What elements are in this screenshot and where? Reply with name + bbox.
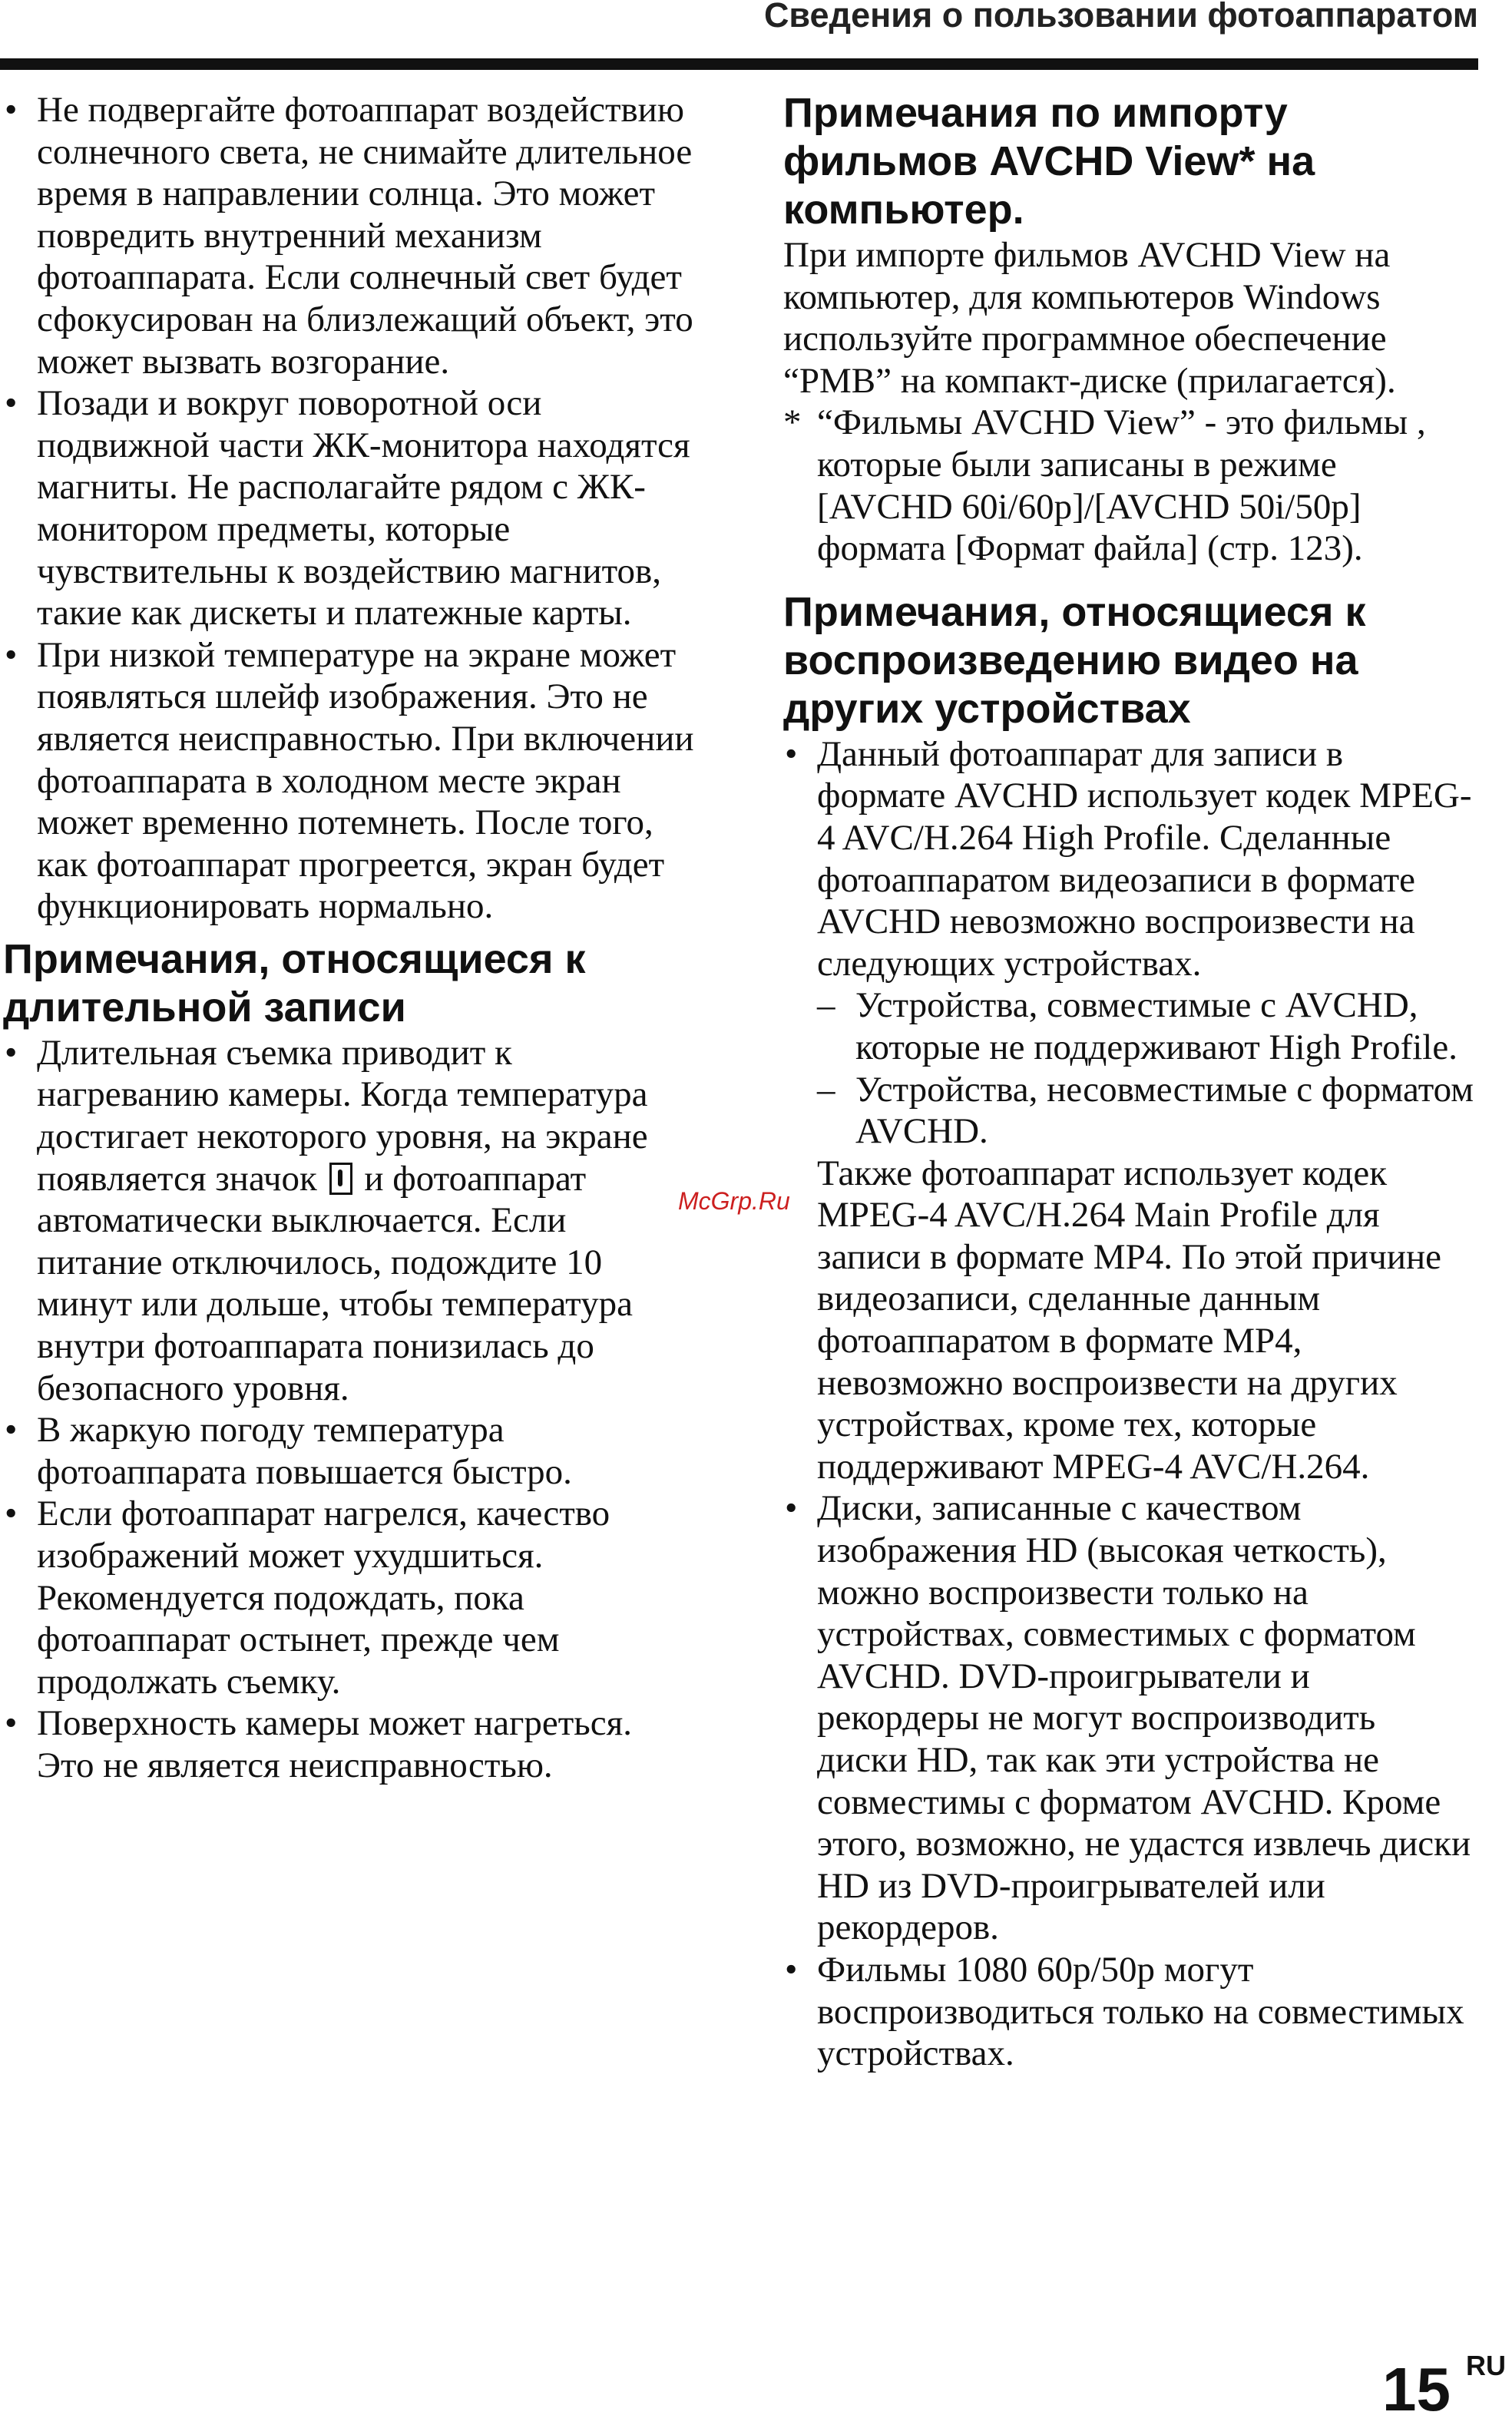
- footnote: [783, 402, 1474, 569]
- bullet-text-before-icon: Длительная съемка приводит к нагреванию камеры. Когда температура достигает некоторого уровня, на экране появляется значок: [37, 1032, 648, 1199]
- dash-marker: –: [817, 1069, 835, 1110]
- bullet-intro-text: • Данный фотоаппарат для записи в формате AVCHD использует кодек MPEG-4 AVC/H.264 High Profile. Сделанные фотоаппаратом видеозаписи в формате AVCHD невозможно воспроизвести на следующих устройствах.: [817, 733, 1472, 984]
- dash-item-text: Устройства, несовместимые с форматом AVCHD.: [855, 1069, 1474, 1152]
- running-header: Сведения о пользовании фотоаппаратом: [763, 0, 1478, 35]
- dash-marker: –: [817, 985, 835, 1026]
- overheat-warning-icon: [329, 1163, 352, 1195]
- footnote-marker: *: [783, 402, 802, 443]
- import-body-text: При импорте фильмов AVCHD View на компьютер, для компьютеров Windows используйте программное обеспечение “PMB” на компакт-диске (прилагается).: [783, 235, 1396, 401]
- footnote-text: “Фильмы AVCHD View” - это фильмы , которые были записаны в режиме [AVCHD 60i/60p]/[AVCHD 50i/50p] формата [Формат файла] (стр. 123).: [817, 402, 1426, 569]
- header-rule: [0, 58, 1478, 70]
- bullet-text-after-icon: и фотоаппарат автоматически выключается. Если питание отключилось, подождите 10 минут или дольше, чтобы температура внутри фотоаппарата понизилась до безопасного уровня.: [37, 1158, 633, 1408]
- watermark-link[interactable]: McGrp.Ru: [678, 1187, 790, 1215]
- dash-list-item: [817, 1069, 1474, 1153]
- dash-list-item: [817, 984, 1474, 1068]
- bullet-outro-text: Также фотоаппарат использует кодек MPEG-4 AVC/H.264 Main Profile для записи в формате MP4. По этой причине видеозаписи, сделанные данным фотоаппаратом в формате MP4, невозможно воспроизвести на других устройствах, кроме тех, которые поддерживают MPEG-4 AVC/H.264.: [817, 1153, 1441, 1487]
- list-item: [3, 1032, 694, 1409]
- list-item: • Не подвергайте фотоаппарат воздействию солнечного света, не снимайте длительное время в направлении солнца. Это может повредить внутренний механизм фотоаппарата. Если солнечный свет будет сфокусирован на близлежащий объект, это может вызвать возгорание.: [3, 89, 694, 382]
- left-column: [3, 89, 694, 1787]
- page-number: 15: [1382, 2355, 1451, 2423]
- right-column: [783, 89, 1474, 2075]
- playback-bullet-list: [783, 733, 1474, 2075]
- list-item: • Если фотоаппарат нагрелся, качество изображений может ухудшиться. Рекомендуется подождать, пока фотоаппарат остынет, прежде чем продолжать съемку.: [3, 1493, 694, 1702]
- list-item: • Поверхность камеры может нагреться. Это не является неисправностью.: [3, 1702, 694, 1786]
- long-recording-bullet-list: [3, 1032, 694, 1787]
- dash-item-text: Устройства, совместимые с AVCHD, которые не поддерживают High Profile.: [855, 985, 1457, 1067]
- section-heading-playback: Примечания, относящиеся к воспроизведению видео на других устройствах: [783, 588, 1366, 732]
- list-item: • Фильмы 1080 60p/50p могут воспроизводиться только на совместимых устройствах.: [783, 1949, 1474, 2075]
- list-item: [783, 733, 1474, 1488]
- list-item: • Позади и вокруг поворотной оси подвижной части ЖК-монитора находятся магниты. Не располагайте рядом с ЖК-монитором предметы, которые чувствительны к воздействию магнитов, такие как дискеты и платежные карты.: [3, 382, 694, 634]
- list-item: • При низкой температуре на экране может появляться шлейф изображения. Это не является неисправностью. При включении фотоаппарата в холодном месте экран может временно потемнеть. После того, как фотоаппарат прогреется, экран будет функционировать нормально.: [3, 634, 694, 928]
- page-locale-tag: RU: [1466, 2350, 1506, 2381]
- section-heading-long-recording: Примечания, относящиеся к длительной записи: [3, 935, 586, 1031]
- section-heading-import: Примечания по импорту фильмов AVCHD View* на компьютер.: [783, 90, 1315, 233]
- intro-bullet-list: [3, 89, 694, 928]
- list-item: • В жаркую погоду температура фотоаппарата повышается быстро.: [3, 1409, 694, 1493]
- list-item: • Диски, записанные с качеством изображения HD (высокая четкость), можно воспроизвести только на устройствах, совместимых с форматом AVCHD. DVD-проигрыватели и рекордеры не могут воспроизводить диски HD, так как эти устройства не совместимы с форматом AVCHD. Кроме этого, возможно, не удастся извлечь диски HD из DVD-проигрывателей или рекордеров.: [783, 1487, 1474, 1949]
